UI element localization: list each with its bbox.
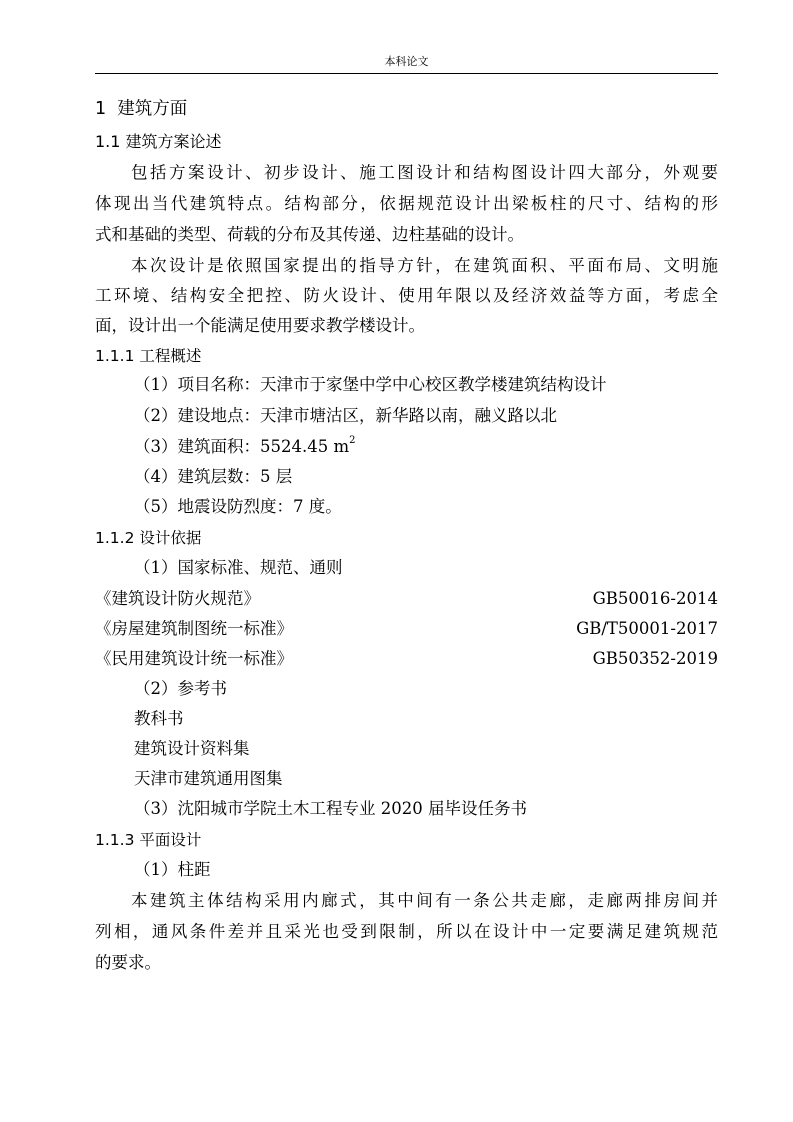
section-heading-1-1-2: 1.1.2 设计依据 — [95, 529, 202, 547]
book-item: 天津市建筑通用图集 — [134, 769, 283, 788]
list-item: （3）沈阳城市学院土木工程专业 2020 届毕设任务书 — [134, 799, 527, 818]
paragraph-line: 的要求。 — [95, 953, 161, 972]
chapter-number: 1 — [95, 99, 107, 119]
area-superscript: 2 — [349, 435, 356, 446]
standard-name: 《民用建筑设计统一标准》 — [95, 649, 293, 668]
paragraph-line: 体现出当代建筑特点。结构部分，依据规范设计出梁板柱的尺寸、结构的形 — [95, 194, 718, 213]
book-item: 建筑设计资料集 — [134, 739, 250, 758]
list-item: （5）地震设防烈度：7 度。 — [134, 497, 342, 516]
paragraph-line: 面，设计出一个能满足使用要求教学楼设计。 — [95, 316, 425, 335]
standard-row — [95, 588, 718, 610]
list-item — [95, 436, 718, 458]
header-rule — [95, 73, 718, 74]
list-item: （1）项目名称：天津市于家堡中学中心校区教学楼建筑结构设计 — [134, 375, 607, 394]
chapter-heading — [95, 98, 718, 120]
list-item: （1）柱距 — [134, 860, 211, 879]
section-heading-1-1: 1.1 建筑方案论述 — [95, 132, 222, 151]
paragraph-line: 列相，通风条件差并且采光也受到限制，所以在设计中一定要满足建筑规范 — [95, 922, 718, 941]
paragraph-line: 包括方案设计、初步设计、施工图设计和结构图设计四大部分，外观要 — [131, 163, 718, 182]
paragraph-line: 式和基础的类型、荷载的分布及其传递、边柱基础的设计。 — [95, 225, 524, 244]
standard-name: 《建筑设计防火规范》 — [95, 589, 260, 608]
book-item: 教科书 — [134, 709, 184, 728]
paragraph-line: 工环境、结构安全把控、防火设计、使用年限以及经济效益等方面，考虑全 — [95, 286, 718, 305]
paragraph-line: 本建筑主体结构采用内廊式，其中间有一条公共走廊，走廊两排房间并 — [131, 891, 718, 910]
section-heading-1-1-3: 1.1.3 平面设计 — [95, 831, 202, 849]
standard-code: GB50352-2019 — [592, 649, 718, 668]
standard-row — [95, 618, 718, 640]
standard-name: 《房屋建筑制图统一标准》 — [95, 619, 293, 638]
page-header: 本科论文 — [384, 55, 429, 68]
list-item: （1）国家标准、规范、通则 — [134, 558, 343, 577]
section-heading-1-1-1: 1.1.1 工程概述 — [95, 347, 202, 365]
list-item: （2）参考书 — [134, 679, 227, 698]
standard-row — [95, 648, 718, 670]
paragraph-line: 本次设计是依照国家提出的指导方针，在建筑面积、平面布局、文明施 — [131, 256, 718, 275]
area-text: （3）建筑面积：5524.45 m — [134, 437, 350, 456]
chapter-title: 建筑方面 — [117, 99, 188, 119]
list-item: （4）建筑层数：5 层 — [134, 467, 293, 486]
standard-code: GB50016-2014 — [592, 589, 718, 608]
standard-code: GB/T50001-2017 — [576, 619, 718, 638]
list-item: （2）建设地点：天津市塘沽区，新华路以南，融义路以北 — [134, 406, 557, 425]
